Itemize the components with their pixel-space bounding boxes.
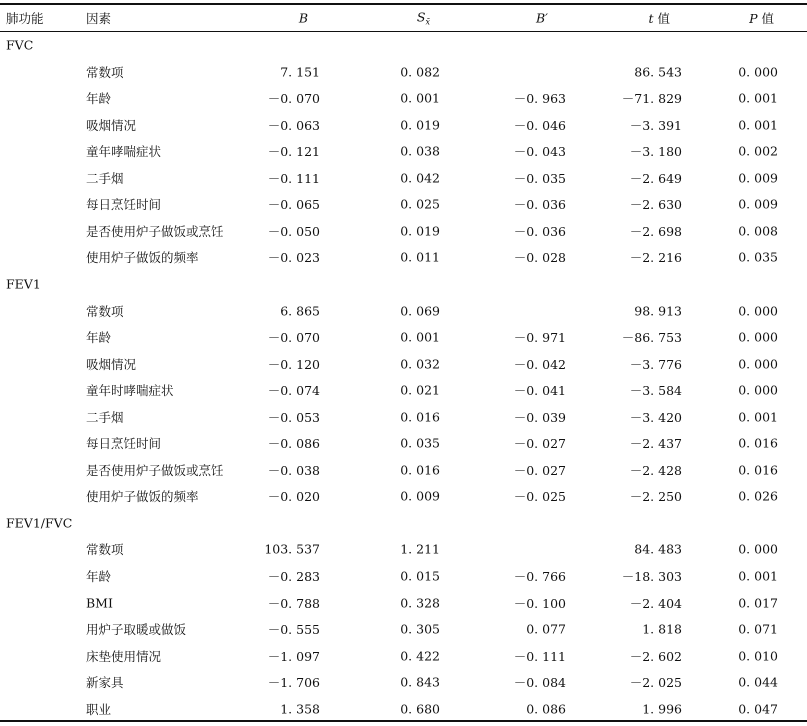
s-cell: 0. 016 <box>400 409 440 425</box>
bp-cell: －0. 042 <box>513 356 566 372</box>
bp-cell: －0. 111 <box>513 648 566 664</box>
p-cell: 0. 008 <box>738 223 778 239</box>
s-cell: 0. 011 <box>400 249 440 265</box>
t-cell: －3. 584 <box>629 383 682 399</box>
s-cell: 0. 009 <box>400 488 440 504</box>
b-cell: －0. 086 <box>267 436 320 452</box>
table-row <box>0 244 807 270</box>
factor-cell: 是否使用炉子做饭或烹饪 <box>86 462 224 478</box>
t-cell: －2. 025 <box>629 675 682 691</box>
t-cell: －3. 776 <box>629 356 682 372</box>
header-bp: B′ <box>535 10 548 26</box>
bp-cell: －0. 036 <box>513 223 566 239</box>
table-row <box>0 112 807 138</box>
table-row <box>0 59 807 85</box>
t-cell: －18. 303 <box>621 569 682 584</box>
bottom-rule <box>0 720 807 722</box>
t-cell: －2. 630 <box>629 197 682 213</box>
bp-cell: －0. 100 <box>513 595 566 611</box>
p-cell: 0. 026 <box>738 488 778 504</box>
s-cell: 0. 042 <box>400 170 440 186</box>
bp-cell: 0. 086 <box>526 701 566 717</box>
t-cell: 1. 996 <box>642 701 682 717</box>
b-cell: －0. 121 <box>267 144 320 160</box>
factor-cell: 年龄 <box>86 330 112 346</box>
bp-cell: －0. 766 <box>513 569 566 584</box>
factor-cell: 吸烟情况 <box>86 117 137 133</box>
s-cell: 0. 082 <box>400 64 440 80</box>
b-cell: －0. 065 <box>267 197 320 213</box>
s-cell: 0. 422 <box>400 648 440 664</box>
s-cell: 0. 305 <box>400 621 440 637</box>
bp-cell: －0. 025 <box>513 489 566 505</box>
group-row <box>0 271 807 297</box>
table-row <box>0 616 807 642</box>
header-p-suffix: 值 <box>757 11 774 26</box>
table-row <box>0 483 807 509</box>
p-cell: 0. 000 <box>738 64 778 80</box>
table-row <box>0 669 807 695</box>
table-row <box>0 324 807 350</box>
table-row <box>0 563 807 589</box>
s-cell: 0. 038 <box>400 143 440 159</box>
factor-cell: 新家具 <box>86 675 124 691</box>
p-cell: 0. 071 <box>738 621 778 637</box>
bp-cell: 0. 077 <box>526 621 566 637</box>
bp-cell: －0. 036 <box>513 197 566 213</box>
bp-cell: －0. 027 <box>513 462 566 478</box>
s-cell: 0. 069 <box>400 303 440 318</box>
s-cell: 0. 015 <box>400 568 440 584</box>
s-cell: 0. 680 <box>400 701 440 717</box>
b-cell: －0. 111 <box>267 170 320 186</box>
p-cell: 0. 009 <box>738 196 778 212</box>
p-cell: 0. 000 <box>738 329 778 345</box>
b-cell: －1. 097 <box>267 648 320 664</box>
table-row <box>0 298 807 324</box>
header-s-main: S <box>416 9 426 25</box>
b-cell: 1. 358 <box>280 701 320 717</box>
p-cell: 0. 035 <box>738 249 778 265</box>
factor-cell: 年龄 <box>86 569 112 584</box>
group-row <box>0 32 807 58</box>
factor-cell: 吸烟情况 <box>86 356 137 372</box>
b-cell: －0. 070 <box>267 91 320 107</box>
t-cell: －3. 180 <box>629 144 682 160</box>
table-row <box>0 165 807 191</box>
header-b: B <box>298 10 308 26</box>
p-cell: 0. 016 <box>738 435 778 451</box>
factor-cell: 床垫使用情况 <box>86 648 162 664</box>
b-cell: －0. 038 <box>267 462 320 478</box>
t-cell: －2. 404 <box>629 595 682 611</box>
bp-cell: －0. 046 <box>513 117 566 133</box>
b-cell: －0. 023 <box>267 250 320 266</box>
t-cell: －71. 829 <box>621 91 682 107</box>
factor-cell: 用炉子取暖或做饭 <box>86 622 187 638</box>
table-row <box>0 643 807 669</box>
b-cell: 103. 537 <box>264 541 320 557</box>
t-cell: －2. 437 <box>629 436 682 452</box>
p-cell: 0. 000 <box>738 303 778 318</box>
bp-cell: －0. 027 <box>513 436 566 452</box>
header-p-main: P <box>749 11 758 26</box>
b-cell: －0. 074 <box>267 383 320 399</box>
bp-cell: －0. 039 <box>513 409 566 425</box>
p-cell: 0. 010 <box>738 648 778 664</box>
p-cell: 0. 047 <box>738 701 778 717</box>
table-row <box>0 404 807 430</box>
s-cell: 1. 211 <box>400 541 440 557</box>
b-cell: －0. 283 <box>267 569 320 584</box>
header-func: 肺功能 <box>6 11 44 26</box>
bp-cell: －0. 963 <box>513 91 566 107</box>
bp-cell: －0. 084 <box>513 675 566 691</box>
table-row <box>0 430 807 456</box>
b-cell: －0. 050 <box>267 223 320 239</box>
s-cell: 0. 001 <box>400 90 440 106</box>
b-cell: －0. 053 <box>267 409 320 425</box>
s-cell: 0. 016 <box>400 462 440 478</box>
p-cell: 0. 001 <box>738 568 778 584</box>
b-cell: －0. 020 <box>267 489 320 505</box>
b-cell: －1. 706 <box>267 675 320 691</box>
group-label: FEV1/FVC <box>6 515 73 531</box>
t-cell: 86. 543 <box>634 64 682 80</box>
bp-cell: －0. 041 <box>513 383 566 399</box>
p-cell: 0. 001 <box>738 117 778 133</box>
b-cell: －0. 555 <box>267 622 320 638</box>
factor-cell: 常数项 <box>86 542 124 558</box>
p-cell: 0. 017 <box>738 595 778 611</box>
t-cell: －2. 698 <box>629 223 682 239</box>
s-cell: 0. 019 <box>400 223 440 239</box>
factor-cell: BMI <box>86 595 113 611</box>
table-row <box>0 377 807 403</box>
t-cell: －2. 428 <box>629 462 682 478</box>
p-cell: 0. 001 <box>738 409 778 425</box>
header-s-sub: x̄ <box>425 17 430 27</box>
t-cell: －2. 602 <box>629 648 682 664</box>
t-cell: －3. 391 <box>629 117 682 133</box>
factor-cell: 二手烟 <box>86 409 124 425</box>
table-row <box>0 218 807 244</box>
s-cell: 0. 025 <box>400 196 440 212</box>
table-row <box>0 696 807 722</box>
s-cell: 0. 035 <box>400 435 440 451</box>
bp-cell: －0. 035 <box>513 170 566 186</box>
header-t-main: t <box>648 11 654 26</box>
s-cell: 0. 021 <box>400 382 440 398</box>
header-s <box>417 10 430 27</box>
p-cell: 0. 009 <box>738 170 778 186</box>
factor-cell: 年龄 <box>86 91 112 107</box>
table-row <box>0 590 807 616</box>
factor-cell: 童年时哮喘症状 <box>86 383 174 399</box>
factor-cell: 每日烹饪时间 <box>86 197 162 213</box>
factor-cell: 常数项 <box>86 303 124 319</box>
table-row <box>0 191 807 217</box>
t-cell: －86. 753 <box>621 330 682 346</box>
b-cell: 6. 865 <box>280 303 320 318</box>
factor-cell: 使用炉子做饭的频率 <box>86 250 199 266</box>
t-cell: －3. 420 <box>629 409 682 425</box>
b-cell: －0. 788 <box>267 595 320 611</box>
table-row <box>0 536 807 562</box>
header-t-suffix: 值 <box>653 11 670 26</box>
table-row <box>0 85 807 111</box>
b-cell: 7. 151 <box>280 64 320 80</box>
p-cell: 0. 000 <box>738 382 778 398</box>
header-t <box>648 9 670 27</box>
group-row <box>0 510 807 536</box>
factor-cell: 常数项 <box>86 64 124 80</box>
header-p <box>749 9 774 27</box>
table-row <box>0 457 807 483</box>
p-cell: 0. 001 <box>738 90 778 106</box>
factor-cell: 每日烹饪时间 <box>86 436 162 452</box>
bp-cell: －0. 971 <box>513 330 566 346</box>
t-cell: 1. 818 <box>642 621 682 637</box>
t-cell: －2. 216 <box>629 250 682 266</box>
header-factor: 因素 <box>86 11 112 26</box>
t-cell: －2. 649 <box>629 170 682 186</box>
s-cell: 0. 001 <box>400 329 440 345</box>
s-cell: 0. 843 <box>400 674 440 690</box>
factor-cell: 童年哮喘症状 <box>86 144 162 160</box>
bp-cell: －0. 028 <box>513 250 566 266</box>
b-cell: －0. 070 <box>267 330 320 346</box>
factor-cell: 使用炉子做饭的频率 <box>86 489 199 505</box>
factor-cell: 职业 <box>86 701 112 717</box>
p-cell: 0. 002 <box>738 143 778 159</box>
header-row <box>0 5 807 31</box>
bp-cell: －0. 043 <box>513 144 566 160</box>
b-cell: －0. 120 <box>267 356 320 372</box>
t-cell: 84. 483 <box>634 541 682 557</box>
s-cell: 0. 019 <box>400 117 440 133</box>
factor-cell: 二手烟 <box>86 170 124 186</box>
group-label: FEV1 <box>6 276 41 292</box>
table-row <box>0 138 807 164</box>
group-label: FVC <box>6 37 34 53</box>
t-cell: －2. 250 <box>629 489 682 505</box>
b-cell: －0. 063 <box>267 117 320 133</box>
p-cell: 0. 000 <box>738 541 778 557</box>
t-cell: 98. 913 <box>634 303 682 318</box>
p-cell: 0. 016 <box>738 462 778 478</box>
s-cell: 0. 032 <box>400 356 440 372</box>
table-row <box>0 351 807 377</box>
p-cell: 0. 000 <box>738 356 778 372</box>
factor-cell: 是否使用炉子做饭或烹饪 <box>86 223 224 239</box>
p-cell: 0. 044 <box>738 674 778 690</box>
s-cell: 0. 328 <box>400 595 440 611</box>
